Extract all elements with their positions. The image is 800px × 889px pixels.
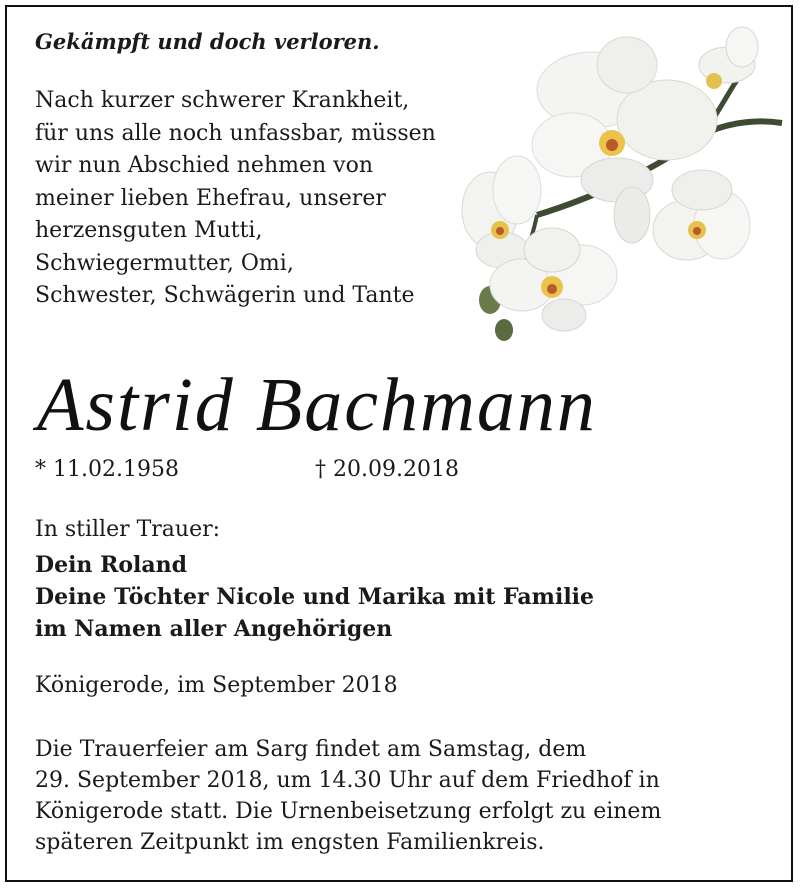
intro-line: Schwiegermutter, Omi,: [35, 250, 294, 276]
mourner-line: Dein Roland: [35, 552, 188, 578]
intro-line: für uns alle noch unfassbar, müssen: [35, 120, 436, 146]
mourning-label: In stiller Trauer:: [35, 517, 221, 542]
mourner-line: im Namen aller Angehörigen: [35, 616, 393, 642]
mourner-line: Deine Töchter Nicole und Marika mit Familie: [35, 584, 595, 610]
intro-text: [35, 85, 436, 313]
intro-line: herzensguten Mutti,: [35, 218, 263, 243]
funeral-line: 29. September 2018, um 14.30 Uhr auf dem Friedhof in: [35, 768, 660, 793]
intro-line: meiner lieben Ehefrau, unserer: [35, 185, 386, 211]
funeral-line: Die Trauerfeier am Sarg findet am Samstag, dem: [35, 737, 587, 762]
funeral-details: [35, 734, 661, 858]
obituary-frame: [5, 5, 793, 882]
mourners-list: [35, 549, 594, 645]
place-date: Königerode, im September 2018: [35, 673, 398, 698]
intro-line: Schwester, Schwägerin und Tante: [35, 283, 415, 308]
deceased-name: Astrid Bachmann: [37, 363, 597, 447]
intro-line: Nach kurzer schwerer Krankheit,: [35, 88, 410, 113]
death-date: † 20.09.2018: [315, 457, 459, 482]
motto: Gekämpft und doch verloren.: [35, 29, 380, 54]
funeral-line: späteren Zeitpunkt im engsten Familienkreis.: [35, 830, 545, 855]
intro-line: wir nun Abschied nehmen von: [35, 153, 374, 178]
funeral-line: Königerode statt. Die Urnenbeisetzung erfolgt zu einem: [35, 799, 662, 824]
orchid-icon: [452, 25, 792, 345]
birth-date: * 11.02.1958: [35, 457, 179, 482]
